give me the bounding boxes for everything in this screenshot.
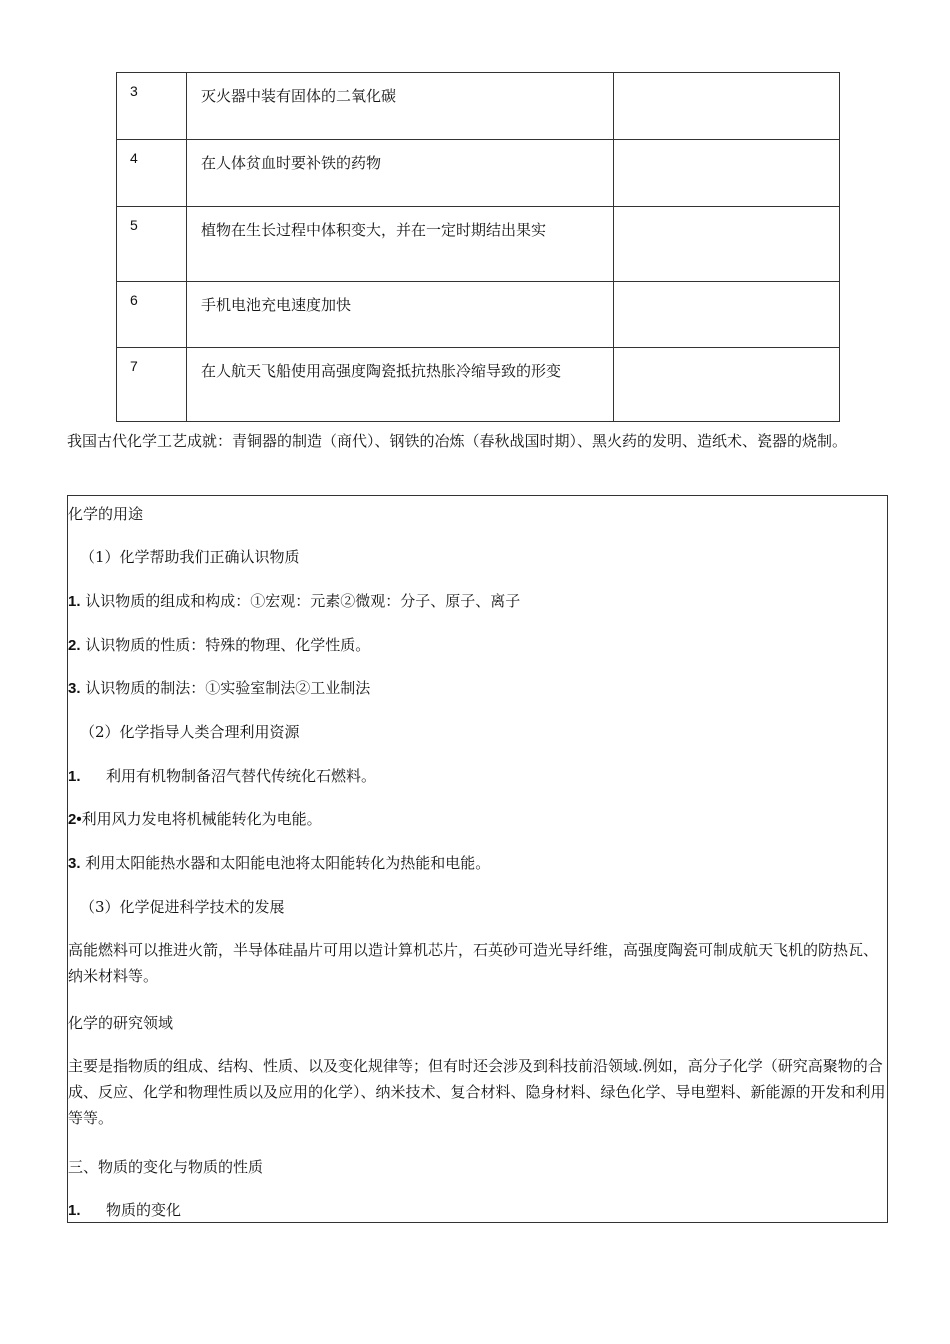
row-description: 在人体贫血时要补铁的药物 bbox=[187, 140, 614, 207]
section3-title: （3）化学促进科学技术的发展 bbox=[80, 898, 285, 916]
science-paragraph: 高能燃料可以推进火箭，半导体硅晶片可用以造计算机芯片，石英砂可造光导纤维，高强度陶瓷可制成航天飞机的防热瓦、纳米材料等。 bbox=[68, 941, 879, 985]
item-number: 1. bbox=[68, 768, 81, 785]
ancient-achievements-paragraph: 我国古代化学工艺成就：青铜器的制造（商代）、钢铁的冶炼（春秋战国时期）、黑火药的发明、造纸术、瓷器的烧制。 bbox=[67, 432, 848, 450]
row-answer-cell bbox=[614, 207, 840, 282]
list-item bbox=[68, 1200, 181, 1221]
research-title: 化学的研究领域 bbox=[68, 1014, 174, 1032]
row-number: 5 bbox=[117, 207, 187, 282]
table-row bbox=[117, 207, 840, 282]
item-number: 3. bbox=[68, 855, 81, 872]
item-number: 3. bbox=[68, 680, 81, 697]
row-description: 在人航天飞船使用高强度陶瓷抵抗热胀冷缩导致的形变 bbox=[187, 348, 614, 422]
table-row bbox=[117, 282, 840, 348]
item-text: 物质的变化 bbox=[106, 1201, 182, 1219]
row-number: 6 bbox=[117, 282, 187, 348]
research-paragraph: 主要是指物质的组成、结构、性质、以及变化规律等；但有时还会涉及到科技前沿领域.例如，高分子化学（研究高聚物的合成、反应、化学和物理性质以及应用的化学）、纳米技术、复合材料、隐身材料、绿色化学、导电塑料、新能源的开发和利用等等。 bbox=[68, 1057, 886, 1127]
table-row bbox=[117, 73, 840, 140]
list-item bbox=[68, 678, 370, 699]
row-description: 灭火器中装有固体的二氧化碳 bbox=[187, 73, 614, 140]
item-number: 2• bbox=[68, 811, 82, 828]
item-text: 认识物质的组成和构成：①宏观：元素②微观：分子、原子、离子 bbox=[85, 592, 521, 610]
list-item bbox=[68, 635, 370, 656]
section2-title: （2）化学指导人类合理利用资源 bbox=[80, 723, 300, 741]
item-text: 利用有机物制备沼气替代传统化石燃料。 bbox=[106, 767, 377, 785]
list-item bbox=[68, 853, 490, 874]
item-text: 利用风力发电将机械能转化为电能。 bbox=[81, 810, 322, 828]
row-description: 植物在生长过程中体积变大，并在一定时期结出果实 bbox=[187, 207, 614, 282]
section-heading: 三、物质的变化与物质的性质 bbox=[68, 1158, 264, 1176]
item-number: 1. bbox=[68, 593, 81, 610]
row-number: 4 bbox=[117, 140, 187, 207]
list-item bbox=[68, 766, 376, 787]
row-number: 3 bbox=[117, 73, 187, 140]
item-number: 1. bbox=[68, 1202, 81, 1219]
item-number: 2. bbox=[68, 637, 81, 654]
list-item bbox=[68, 809, 322, 830]
uses-title: 化学的用途 bbox=[68, 505, 144, 523]
row-number: 7 bbox=[117, 348, 187, 422]
row-answer-cell bbox=[614, 282, 840, 348]
item-text: 利用太阳能热水器和太阳能电池将太阳能转化为热能和电能。 bbox=[85, 854, 491, 872]
list-item bbox=[68, 591, 520, 612]
row-description: 手机电池充电速度加快 bbox=[187, 282, 614, 348]
content-box bbox=[67, 495, 888, 1223]
table-row bbox=[117, 140, 840, 207]
experiment-table bbox=[116, 72, 840, 422]
row-answer-cell bbox=[614, 348, 840, 422]
row-answer-cell bbox=[614, 140, 840, 207]
item-text: 认识物质的制法：①实验室制法②工业制法 bbox=[85, 679, 371, 697]
item-text: 认识物质的性质：特殊的物理、化学性质。 bbox=[85, 636, 371, 654]
row-answer-cell bbox=[614, 73, 840, 140]
section1-title: （1）化学帮助我们正确认识物质 bbox=[80, 548, 300, 566]
table-row bbox=[117, 348, 840, 422]
